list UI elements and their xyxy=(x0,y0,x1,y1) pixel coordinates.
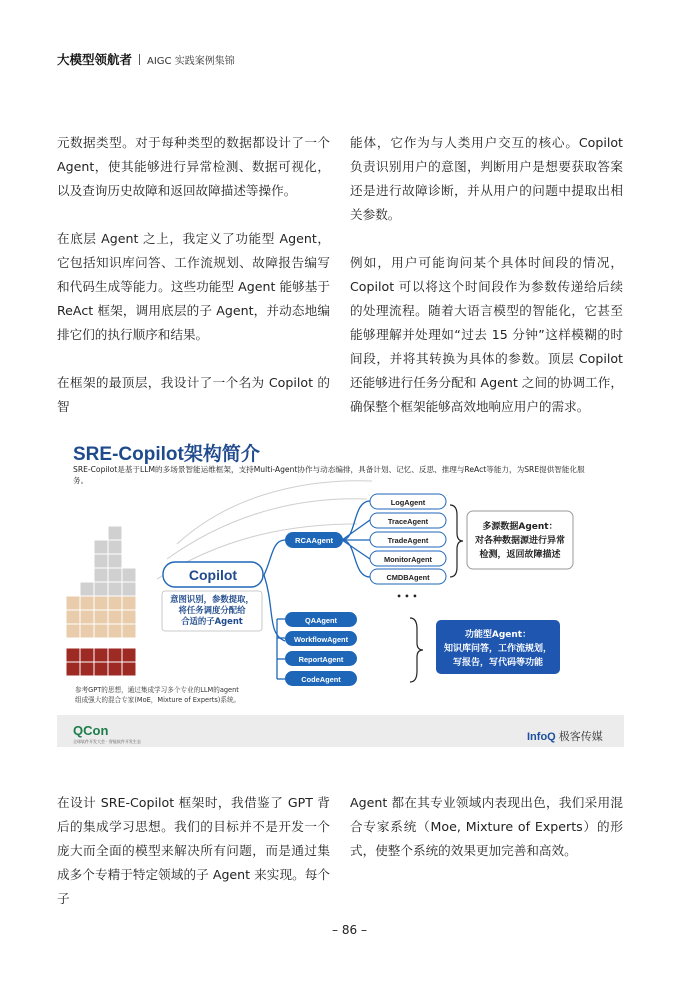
infoq-logo xyxy=(527,728,603,744)
summary-line: 多源数据Agent： xyxy=(482,522,558,532)
qcon-subtitle: 全球软件开发大会 · 智能软件开发生态 xyxy=(73,739,141,744)
infoq-label: InfoQ xyxy=(527,731,556,743)
block-stack-graphic xyxy=(66,526,136,676)
summary-line: 功能型Agent： xyxy=(464,630,532,640)
header-title: 大模型领航者 xyxy=(57,52,133,67)
func-agent-node xyxy=(285,671,357,686)
page-number: – 86 – xyxy=(332,923,367,937)
summary-line: 知识库问答，工作流规划， xyxy=(443,644,553,654)
running-header xyxy=(57,50,235,68)
top-right-column xyxy=(350,131,623,419)
paragraph: 在底层 Agent 之上，我定义了功能型 Agent，它包括知识库问答、工作流规划、故障报告编写和代码生成等能力。这些功能型 Agent 能够基于ReAct 框架，调用底层的子 Agent，并动态地编排它们的执行顺序和结果。 xyxy=(57,231,330,342)
copilot-node xyxy=(163,562,263,587)
data-agent-node xyxy=(370,551,446,566)
data-agent-summary-box xyxy=(467,511,573,569)
data-agent-node xyxy=(370,513,446,528)
paragraph: 能体，它作为与人类用户交互的核心。Copilot 负责识别用户的意图，判断用户是想要获取答案还是进行故障诊断，并从用户的问题中提取出相关参数。 xyxy=(350,135,623,222)
copilot-label: Copilot xyxy=(188,567,238,583)
bottom-right-column xyxy=(350,791,623,863)
bottom-left-column xyxy=(57,791,330,911)
copilot-description-box xyxy=(162,591,262,631)
data-agent-node xyxy=(370,569,446,584)
paragraph: 元数据类型。对于每种类型的数据都设计了一个Agent，使其能够进行异常检测、数据可视化，以及查询历史故障和返回故障描述等操作。 xyxy=(57,135,330,198)
figure-note-line: 组成强大的混合专家(MoE，Mixture of Experts)系统。 xyxy=(75,696,241,704)
rca-agent-label: RCAAgent xyxy=(295,536,333,545)
func-agent-label: QAAgent xyxy=(304,616,338,625)
ellipsis: • • • xyxy=(396,592,418,601)
func-agent-label: WorkflowAgent xyxy=(293,635,349,644)
summary-line: 对各种数据源进行异常 xyxy=(474,536,566,546)
infoq-cn-label: 极客传媒 xyxy=(558,731,603,743)
paragraph: 在设计 SRE-Copilot 框架时，我借鉴了 GPT 背后的集成学习思想。我们的目标并不是开发一个庞大而全面的模型来解决所有问题，而是通过集成多个专精于特定领域的子 Agent 来实现。每个子 xyxy=(57,795,330,906)
architecture-diagram xyxy=(57,419,624,715)
copilot-desc-line: 合适的子Agent xyxy=(181,616,243,626)
data-agent-node xyxy=(370,494,446,509)
summary-line: 写报告，写代码等功能 xyxy=(452,658,544,668)
header-divider xyxy=(139,54,140,65)
data-agent-label: LogAgent xyxy=(390,498,426,507)
data-agent-label: TradeAgent xyxy=(387,536,429,545)
data-agent-label: CMDBAgent xyxy=(386,573,430,582)
summary-line: 检测，返回故障描述 xyxy=(479,550,561,560)
func-agent-label: CodeAgent xyxy=(301,675,341,684)
func-agent-label: ReportAgent xyxy=(298,655,344,664)
data-agent-node xyxy=(370,532,446,547)
figure-note-line: 参考GPT的思想，通过集成学习多个专业的LLM的agent xyxy=(75,686,239,694)
header-subtitle: AIGC 实践案例集锦 xyxy=(147,56,235,67)
func-agent-node xyxy=(285,651,357,666)
figure-title: SRE-Copilot架构简介 xyxy=(73,444,260,465)
figure-description: SRE-Copilot是基于LLM的多场景智能运维框架，支持Multi-Agent协作与动态编排，具备计划、记忆、反思、推理与ReAct等能力，为SRE提供智能化服务。 xyxy=(73,465,585,485)
top-left-column xyxy=(57,131,330,419)
func-agent-node xyxy=(285,612,357,627)
copilot-desc-line: 将任务调度分配给 xyxy=(178,605,246,615)
func-agent-node xyxy=(285,631,357,646)
paragraph: 例如，用户可能询问某个具体时间段的情况，Copilot 可以将这个时间段作为参数传递给后续的处理流程。随着大语言模型的智能化，它甚至能够理解并处理如“过去 15 分钟”这样模糊的时间段，并将其转换为具体的参数。顶层 Copilot 还能够进行任务分配和 Agent 之间的协调工作，确保整个框架能够高效地响应用户的需求。 xyxy=(350,255,623,414)
paragraph: Agent 都在其专业领域内表现出色，我们采用混合专家系统（Moe, Mixture of Experts）的形式，使整个系统的效果更加完善和高效。 xyxy=(350,795,623,858)
architecture-figure xyxy=(57,419,624,747)
data-agent-label: MonitorAgent xyxy=(383,555,433,564)
copilot-desc-line: 意图识别，参数提取， xyxy=(170,594,254,604)
qcon-logo: QCon xyxy=(73,723,109,738)
rca-agent-node xyxy=(285,532,343,548)
func-agent-summary-box xyxy=(436,620,560,674)
paragraph: 在框架的最顶层，我设计了一个名为 Copilot 的智 xyxy=(57,375,330,414)
data-agent-label: TraceAgent xyxy=(387,517,429,526)
